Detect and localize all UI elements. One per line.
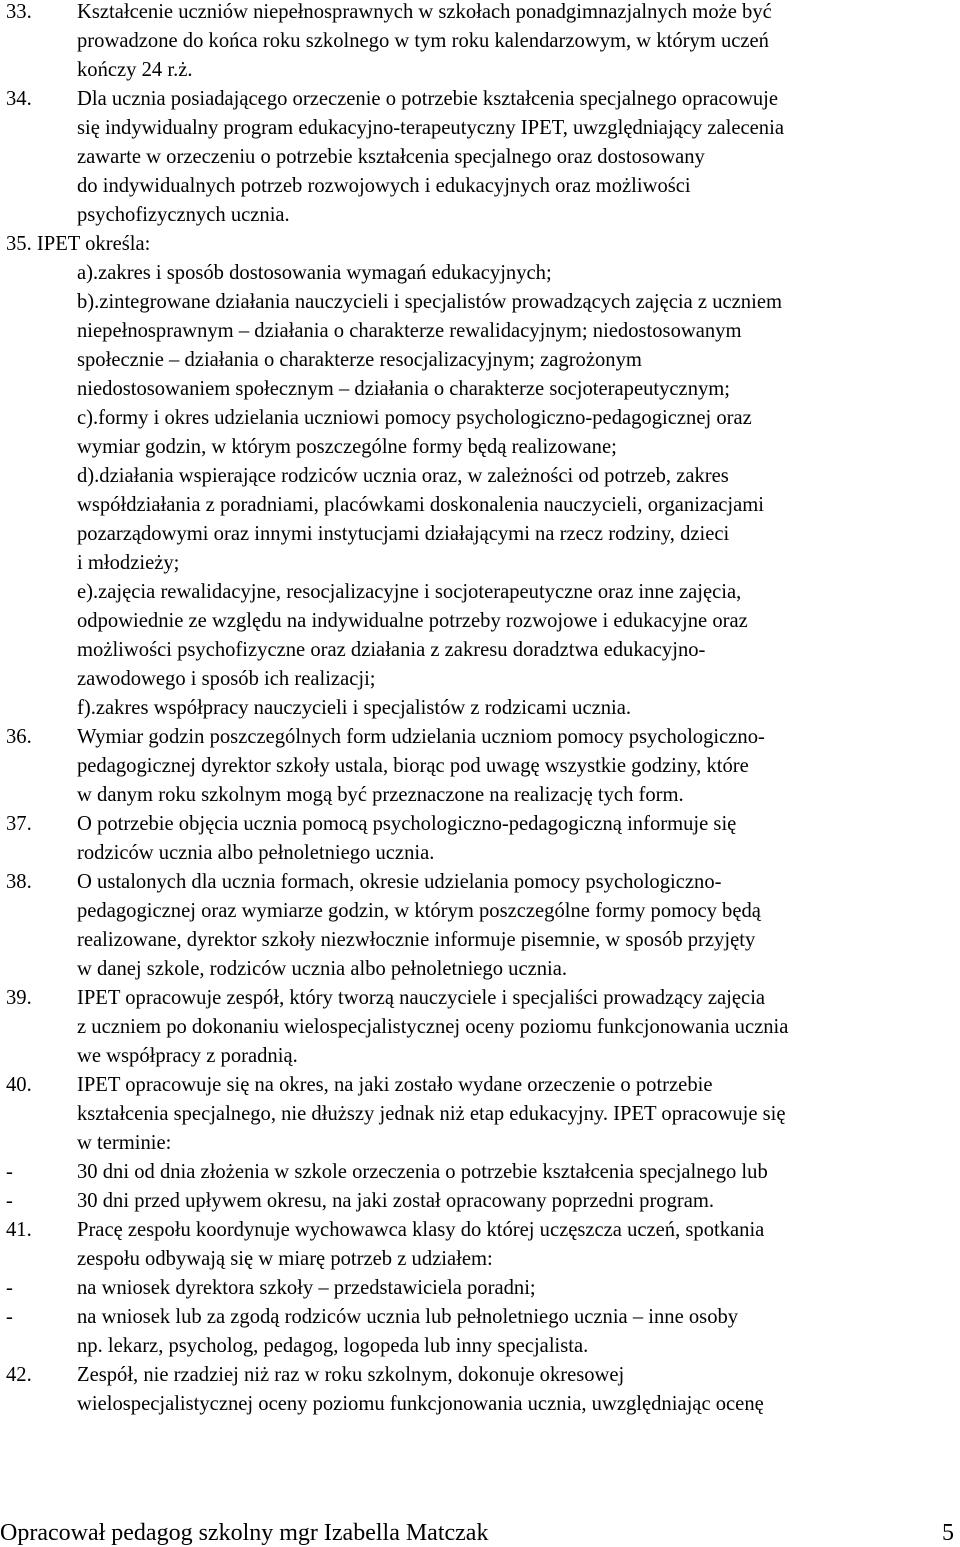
item-number-34: 34. [6,88,32,110]
paragraph-line: O ustalonych dla ucznia formach, okresie udzielania pomocy psychologiczno- [77,871,722,893]
dash-bullet: - [6,1161,13,1183]
paragraph-line: niedostosowaniem społecznym – działania o charakterze socjoterapeutycznym; [77,378,731,400]
paragraph-line: niepełnosprawnym – działania o charakterze rewalidacyjnym; niedostosowanym [77,320,742,342]
dash-bullet: - [6,1277,13,1299]
paragraph-line: w danej szkole, rodziców ucznia albo pełnoletniego ucznia. [77,958,568,980]
list-item-f: f).zakres współpracy nauczycieli i specjalistów z rodzicami ucznia. [77,697,632,719]
paragraph-line: współdziałania z poradniami, placówkami doskonalenia nauczycieli, organizacjami [77,494,764,516]
list-item-b: b).zintegrowane działania nauczycieli i specjalistów prowadzących zajęcia z uczniem [77,291,782,313]
paragraph-line: we współpracy z poradnią. [77,1045,298,1067]
paragraph-line: Dla ucznia posiadającego orzeczenie o potrzebie kształcenia specjalnego opracowuje [77,88,778,110]
item-number-38: 38. [6,871,32,893]
paragraph-line: się indywidualny program edukacyjno-terapeutyczny IPET, uwzględniający zalecenia [77,117,784,139]
paragraph-line: O potrzebie objęcia ucznia pomocą psychologiczno-pedagogiczną informuje się [77,813,737,835]
paragraph-line: w danym roku szkolnym mogą być przeznaczone na realizację tych form. [77,784,684,806]
paragraph-line: zawodowego i sposób ich realizacji; [77,668,376,690]
paragraph-line: odpowiednie ze względu na indywidualne potrzeby rozwojowe i edukacyjne oraz [77,610,748,632]
paragraph-line: psychofizycznych ucznia. [77,204,290,226]
paragraph-line: społecznie – działania o charakterze resocjalizacyjnym; zagrożonym [77,349,642,371]
item-number-36: 36. [6,726,32,748]
paragraph-line: wielospecjalistycznej oceny poziomu funkcjonowania ucznia, uwzględniając ocenę [77,1393,764,1415]
paragraph-line: do indywidualnych potrzeb rozwojowych i edukacyjnych oraz możliwości [77,175,691,197]
paragraph-line: kształcenia specjalnego, nie dłuższy jednak niż etap edukacyjny. IPET opracowuje się [77,1103,786,1125]
paragraph-line: z uczniem po dokonaniu wielospecjalistycznej oceny poziomu funkcjonowania ucznia [77,1016,789,1038]
item-number-41: 41. [6,1219,32,1241]
list-item-d: d).działania wspierające rodziców ucznia oraz, w zależności od potrzeb, zakres [77,465,729,487]
paragraph-line: możliwości psychofizyczne oraz działania z zakresu doradztwa edukacyjno- [77,639,706,661]
paragraph-line: Zespół, nie rzadziej niż raz w roku szkolnym, dokonuje okresowej [77,1364,625,1386]
paragraph-line: i młodzieży; [77,552,180,574]
item-number-39: 39. [6,987,32,1009]
item-number-33: 33. [6,1,32,23]
dash-bullet: - [6,1190,13,1212]
paragraph-line: Kształcenie uczniów niepełnosprawnych w szkołach ponadgimnazjalnych może być [77,1,772,23]
list-item-a: a).zakres i sposób dostosowania wymagań edukacyjnych; [77,262,552,284]
item-number-42: 42. [6,1364,32,1386]
item-number-37: 37. [6,813,32,835]
paragraph-line: Wymiar godzin poszczególnych form udzielania uczniom pomocy psychologiczno- [77,726,765,748]
paragraph-line: IPET opracowuje zespół, który tworzą nauczyciele i specjaliści prowadzący zajęcia [77,987,766,1009]
paragraph-line: pedagogicznej oraz wymiarze godzin, w którym poszczególne formy pomocy będą [77,900,761,922]
paragraph-line: zawarte w orzeczeniu o potrzebie kształcenia specjalnego oraz dostosowany [77,146,705,168]
bullet-item: 30 dni od dnia złożenia w szkole orzeczenia o potrzebie kształcenia specjalnego lub [77,1161,768,1183]
list-item-e: e).zajęcia rewalidacyjne, resocjalizacyjne i socjoterapeutyczne oraz inne zajęcia, [77,581,742,603]
bullet-item: na wniosek lub za zgodą rodziców ucznia lub pełnoletniego ucznia – inne osoby [77,1306,739,1328]
paragraph-line: realizowane, dyrektor szkoły niezwłocznie informuje pisemnie, w sposób przyjęty [77,929,756,951]
paragraph-line: pedagogicznej dyrektor szkoły ustala, biorąc pod uwagę wszystkie godziny, które [77,755,749,777]
page-number: 5 [942,1520,954,1546]
item-35-heading: 35. IPET określa: [6,233,151,255]
paragraph-line: prowadzone do końca roku szkolnego w tym roku kalendarzowym, w którym uczeń [77,30,769,52]
bullet-item: 30 dni przed upływem okresu, na jaki został opracowany poprzedni program. [77,1190,715,1212]
paragraph-line: rodziców ucznia albo pełnoletniego ucznia. [77,842,435,864]
dash-bullet: - [6,1306,13,1328]
footer-author: Opracował pedagog szkolny mgr Izabella Matczak [0,1520,489,1546]
paragraph-line: kończy 24 r.ż. [77,59,193,81]
paragraph-line: pozarządowymi oraz innymi instytucjami działającymi na rzecz rodziny, dzieci [77,523,730,545]
paragraph-line: w terminie: [77,1132,172,1154]
list-item-c: c).formy i okres udzielania uczniowi pomocy psychologiczno-pedagogicznej oraz [77,407,752,429]
paragraph-line: IPET opracowuje się na okres, na jaki zostało wydane orzeczenie o potrzebie [77,1074,713,1096]
paragraph-line: zespołu odbywają się w miarę potrzeb z udziałem: [77,1248,493,1270]
paragraph-line: np. lekarz, psycholog, pedagog, logopeda lub inny specjalista. [77,1335,589,1357]
paragraph-line: Pracę zespołu koordynuje wychowawca klasy do której uczęszcza uczeń, spotkania [77,1219,765,1241]
item-number-40: 40. [6,1074,32,1096]
bullet-item: na wniosek dyrektora szkoły – przedstawiciela poradni; [77,1277,536,1299]
paragraph-line: wymiar godzin, w którym poszczególne formy będą realizowane; [77,436,617,458]
